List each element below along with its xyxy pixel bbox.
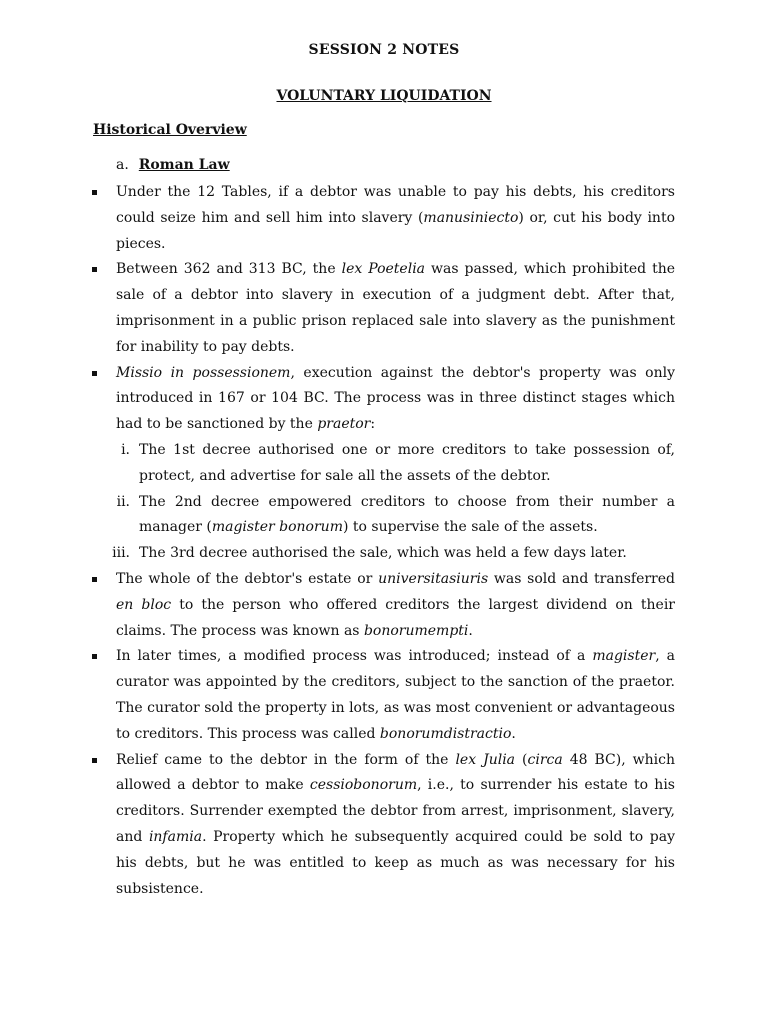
text: ) or, cut his body into pieces. xyxy=(116,209,675,252)
text: The whole of the debtor's estate or xyxy=(116,570,379,587)
text: was sold and transferred xyxy=(488,570,675,587)
latin-term: Missio in possessionem xyxy=(116,364,291,381)
text: . xyxy=(468,622,473,639)
text: , i.e., to surrender his estate to his creditors. Surrender exempted the debtor from arrest, imprisonment, slavery, and xyxy=(116,777,675,845)
bullet-item xyxy=(116,748,675,903)
latin-term: magister bonorum xyxy=(211,519,343,536)
bullet-item xyxy=(116,361,675,438)
text: The 3rd decree authorised the sale, which was held a few days later. xyxy=(139,545,627,562)
roman-numeral: i. xyxy=(121,441,130,458)
latin-term: manusiniecto xyxy=(423,209,519,226)
session-title: SESSION 2 NOTES xyxy=(308,42,460,58)
subheading-marker: a. xyxy=(116,157,129,173)
main-title: VOLUNTARY LIQUIDATION xyxy=(276,88,492,104)
text: was passed, which prohibited the sale of a debtor into slavery in execution of a judgment debt. After that, imprisonment in a public prison replaced sale into slavery as the punishment for inability to pay debts. xyxy=(116,261,675,355)
bullet-item xyxy=(116,567,675,644)
bullet-icon xyxy=(92,577,97,582)
notes-body xyxy=(112,180,676,902)
text: The 2nd decree empowered creditors to choose from their number a manager ( xyxy=(139,493,675,536)
text: Under the 12 Tables, if a debtor was unable to pay his debts, his creditors could seize him and sell him into slavery ( xyxy=(116,184,675,226)
text: Relief came to the debtor in the form of the xyxy=(116,751,456,768)
decree-item xyxy=(116,490,675,542)
latin-term: bonorumempti xyxy=(363,622,469,639)
text: to the person who offered creditors the largest dividend on their claims. The process was known as xyxy=(116,596,675,639)
text: Between 362 and 313 BC, the xyxy=(116,261,342,278)
latin-term: cessiobonorum xyxy=(309,777,418,794)
text: In later times, a modified process was introduced; instead of a xyxy=(116,648,593,665)
latin-term: bonorumdistractio xyxy=(379,725,512,742)
bullet-item xyxy=(116,257,675,360)
bullet-icon xyxy=(92,267,97,272)
roman-numeral: iii. xyxy=(112,545,130,562)
section-heading: Historical Overview xyxy=(93,122,247,138)
text: , execution against the debtor's property was only introduced in 167 or 104 BC. The process was in three distinct stages which had to be sanctioned by the xyxy=(116,364,675,433)
latin-term: universitasiuris xyxy=(378,570,489,587)
roman-numeral: ii. xyxy=(116,493,130,510)
latin-term: magister xyxy=(592,648,656,665)
latin-term: praetor xyxy=(317,416,371,433)
text: ) to supervise the sale of the assets. xyxy=(342,519,598,536)
latin-term: lex Julia xyxy=(455,751,516,768)
decree-item xyxy=(112,541,675,567)
bullet-icon xyxy=(92,758,97,763)
text: The 1st decree authorised one or more creditors to take possession of, protect, and advertise for sale all the assets of the debtor. xyxy=(139,441,675,484)
subheading-label: Roman Law xyxy=(138,157,230,173)
text: , a curator was appointed by the creditors, subject to the sanction of the praetor. The curator sold the property in lots, as was most convenient or advantageous to creditors. This process was called xyxy=(116,648,676,742)
decree-item xyxy=(116,438,675,490)
bullet-icon xyxy=(92,654,97,659)
bullet-icon xyxy=(92,371,97,376)
subheading xyxy=(116,157,230,173)
latin-term: circa xyxy=(527,751,563,768)
bullet-item xyxy=(116,644,675,747)
latin-term: en bloc xyxy=(116,596,172,613)
latin-term: infamia xyxy=(148,828,203,845)
text: . xyxy=(511,725,516,742)
latin-term: lex Poetelia xyxy=(341,261,426,278)
bullet-icon xyxy=(92,190,97,195)
text: . Property which he subsequently acquired could be sold to pay his debts, but he was entitled to keep as much as was necessary for his subsistence. xyxy=(116,828,675,897)
text: : xyxy=(370,416,376,433)
text: ( xyxy=(515,751,528,768)
bullet-item xyxy=(116,180,675,257)
text: 48 BC), which allowed a debtor to make xyxy=(116,751,676,794)
